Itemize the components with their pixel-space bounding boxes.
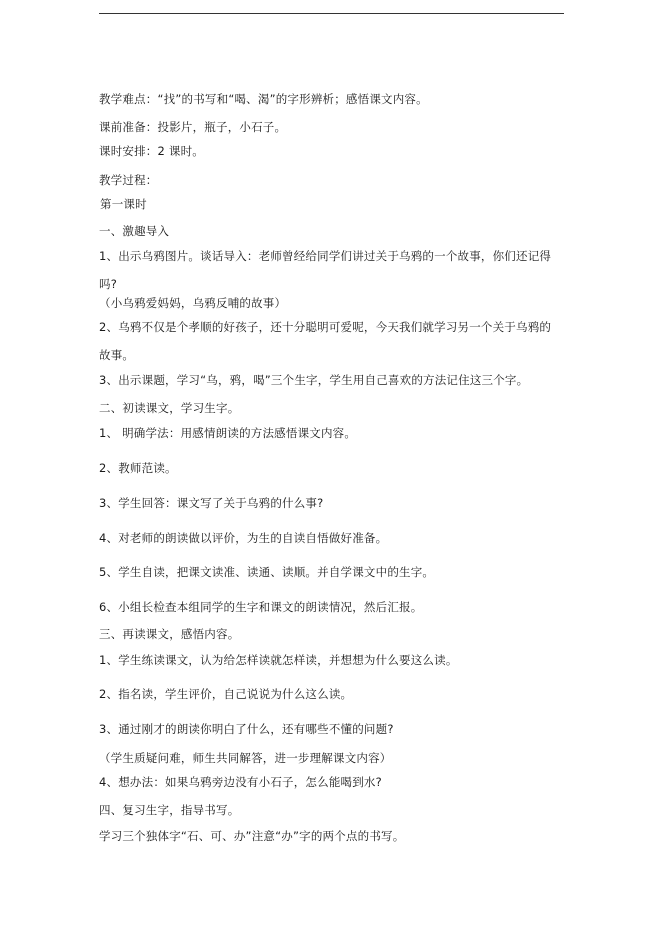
text-line: 第一课时	[100, 197, 147, 211]
text-line: 学习三个独体字“石、可、办”注意“办”字的两个点的书写。	[99, 829, 405, 843]
text-line: 故事。	[99, 348, 135, 362]
text-line: 3、通过刚才的朗读你明白了什么，还有哪些不懂的问题?	[99, 722, 394, 736]
text-line: 四、复习生字，指导书写。	[99, 803, 240, 817]
text-line: 课前准备：投影片，瓶子，小石子。	[99, 120, 287, 134]
text-line: 1、 明确学法：用感情朗读的方法感悟课文内容。	[99, 426, 357, 440]
text-line: 教学过程：	[99, 173, 158, 187]
text-line: 课时安排：2 课时。	[99, 144, 204, 158]
text-line: 3、出示课题，学习“乌，鸦，喝”三个生字，学生用自己喜欢的方法记住这三个字。	[99, 373, 529, 387]
text-line: 6、小组长检查本组同学的生字和课文的朗读情况，然后汇报。	[99, 600, 423, 614]
text-line: （小乌鸦爱妈妈，乌鸦反哺的故事）	[99, 296, 287, 310]
text-line: 1、出示乌鸦图片。谈话导入：老师曾经给同学们讲过关于乌鸦的一个故事，你们还记得	[99, 249, 552, 263]
text-line: 2、指名读，学生评价，自己说说为什么这么读。	[99, 687, 353, 701]
text-line: 二、初读课文，学习生字。	[99, 401, 240, 415]
text-line: 2、乌鸦不仅是个孝顺的好孩子，还十分聪明可爱呢，今天我们就学习另一个关于乌鸦的	[99, 320, 552, 334]
text-line: 5、学生自读，把课文读准、读通、读顺。并自学课文中的生字。	[99, 565, 435, 579]
text-line: 3、学生回答：课文写了关于乌鸦的什么事?	[99, 496, 324, 510]
text-line: 4、想办法：如果乌鸦旁边没有小石子，怎么能喝到水?	[99, 775, 382, 789]
text-line: 1、学生练读课文，认为给怎样读就怎样读，并想想为什么要这么读。	[99, 653, 458, 667]
text-line: 教学难点：“找”的书写和“喝、渴”的字形辨析；感悟课文内容。	[99, 92, 428, 106]
text-line: 三、再读课文，感悟内容。	[99, 627, 240, 641]
header-rule	[99, 13, 564, 14]
text-line: （学生质疑问难，师生共同解答，进一步理解课文内容）	[99, 751, 392, 765]
text-line: 吗?	[99, 277, 118, 291]
text-line: 一、激趣导入	[99, 224, 170, 238]
text-line: 4、对老师的朗读做以评价，为生的自读自悟做好准备。	[99, 531, 388, 545]
text-line: 2、教师范读。	[99, 461, 177, 475]
